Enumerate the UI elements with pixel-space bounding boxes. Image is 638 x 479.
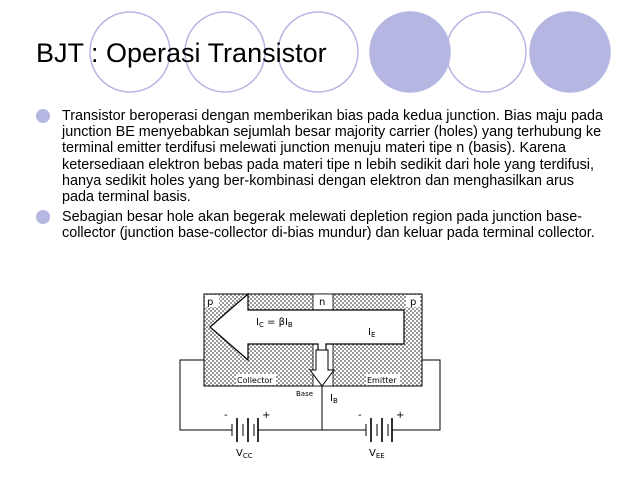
vee-plus: +: [396, 410, 405, 421]
bullet-circle-icon: [36, 210, 50, 224]
base-label: Base: [296, 390, 314, 398]
transistor-diagram: [170, 290, 450, 462]
bullet-circle-icon: [36, 109, 50, 123]
ie-label: $I_E$: [368, 327, 376, 339]
vcc-label: $V_{CC}$: [236, 448, 253, 460]
region-p-right-label: p: [410, 297, 417, 308]
vcc-plus: +: [262, 410, 271, 421]
bullet-item: [34, 209, 604, 241]
ib-label: $I_B$: [330, 393, 338, 405]
vee-battery-icon: [366, 418, 392, 442]
vcc-battery-icon: [232, 418, 258, 442]
emitter-label: Emitter: [367, 376, 397, 385]
vee-minus: -: [358, 410, 362, 421]
region-n-label: n: [319, 297, 326, 308]
ic-equation-label: $I_C = \beta I_B$: [256, 317, 293, 329]
decor-circle-5: [446, 12, 526, 92]
vee-label: $V_{EE}$: [369, 448, 385, 460]
bullet-item: [34, 108, 604, 205]
bullet-text: Transistor beroperasi dengan memberikan bias pada kedua junction. Bias maju pada junction BE menyebabkan sejumlah besar majority carrier (holes) yang terhubung ke terminal emitter terdifusi melewati junction menuju materi tipe n (basis). Karena ketersediaan elektron bebas pada materi tipe n lebih sedikit dari hole yang terdifusi, hanya sedikit holes yang ber-kombinasi dengan elektron dan menghasilkan arus pada terminal basis.: [62, 108, 604, 206]
slide-title: BJT : Operasi Transistor: [36, 38, 327, 68]
vcc-minus: -: [224, 410, 228, 421]
bullet-text: Sebagian besar hole akan begerak melewati depletion region pada junction base-collector (junction base-collector di-bias mundur) dan keluar pada terminal collector.: [62, 209, 595, 242]
collector-label: Collector: [237, 376, 273, 385]
decor-circle-6: [530, 12, 610, 92]
region-p-left-label: p: [207, 297, 214, 308]
decor-circle-4: [370, 12, 450, 92]
bullet-list: [34, 108, 604, 246]
